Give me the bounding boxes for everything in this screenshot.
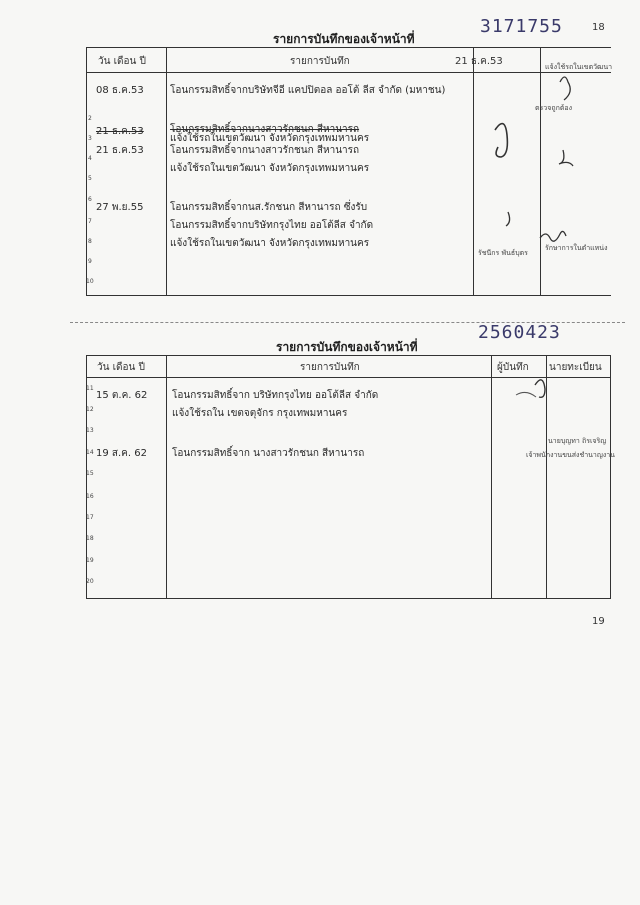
row-number: 15 (86, 470, 94, 477)
table1-entry-header: รายการบันทึก (290, 56, 350, 67)
row-number: 17 (86, 514, 94, 521)
table1-title: รายการบันทึกของเจ้าหน้าที่ (273, 32, 415, 46)
table2-title: รายการบันทึกของเจ้าหน้าที่ (276, 340, 418, 354)
row-number: 14 (86, 449, 94, 456)
table1-row-text: โอนกรรมสิทธิ์จากบริษัทจีอี แคปปิตอล ออโต้ ลีส จำกัด (มหาชน) (170, 85, 446, 96)
table2-row-date: 19 ส.ค. 62 (96, 448, 147, 459)
row-number: 12 (86, 406, 94, 413)
table1-row-text: แจ้งใช้รถในเขตวัฒนา จังหวัดกรุงเทพมหานคร (170, 238, 370, 249)
row-number: 4 (88, 155, 92, 162)
registrar-name: นายบุญทา ถิรเจริญ (548, 437, 607, 445)
row-number: 9 (88, 258, 92, 265)
table1-row-date: 08 ธ.ค.53 (96, 85, 144, 96)
row-number: 6 (88, 196, 92, 203)
row-number: 2 (88, 115, 92, 122)
table2-serial-number: 2560423 (478, 322, 561, 343)
officer-note: รักษาการในตำแหน่ง (545, 244, 608, 252)
table1-row-text: โอนกรรมสิทธิ์จากนส.รักชนก สีหานารถ ซึ่งรับ (170, 202, 368, 213)
table2-row-text: แจ้งใช้รถใน เขตจตุจักร กรุงเทพมหานคร (172, 408, 348, 419)
row-number: 11 (86, 385, 94, 392)
table2-registrar-header: นายทะเบียน (549, 362, 602, 373)
row-number: 10 (86, 278, 94, 285)
table1-row-date: 21 ธ.ค.53 (96, 126, 144, 137)
table2-date-header: วัน เดือน ปี (97, 362, 145, 373)
signature-name: รัชนีกร พันธ์บุตร (478, 249, 528, 257)
table2-row-text: โอนกรรมสิทธิ์จาก นางสาวรักชนก สีหานารถ (172, 448, 365, 459)
table1-serial-number: 3171755 (480, 16, 563, 37)
table2-recorder-header: ผู้บันทึก (497, 362, 529, 373)
row-number: 18 (86, 535, 94, 542)
row-number: 7 (88, 218, 92, 225)
table2-entry-header: รายการบันทึก (300, 362, 360, 373)
row-number: 5 (88, 175, 92, 182)
officer-note: แจ้งใช้รถในเขตวัฒนา (545, 63, 613, 71)
table2-row-date: 15 ต.ค. 62 (96, 390, 148, 401)
table1-row-date: 21 ธ.ค.53 (96, 145, 144, 156)
row-number: 20 (86, 578, 94, 585)
table2-row-text: โอนกรรมสิทธิ์จาก บริษัทกรุงไทย ออโต้ลีส จำกัด (172, 390, 379, 401)
table1-row-text: แจ้งใช้รถในเขตวัฒนา จังหวัดกรุงเทพมหานคร (170, 163, 370, 174)
row-number: 16 (86, 493, 94, 500)
registrar-title: เจ้าพนักงานขนส่งชำนาญงาน (526, 451, 615, 459)
table1-row-text: โอนกรรมสิทธิ์จากนางสาวรักชนก สีหานารถ (170, 145, 360, 156)
top-page-number: 18 (592, 22, 605, 33)
table1-row-text: โอนกรรมสิทธิ์จากนางสาวรักชนก สีหานารถ (170, 124, 360, 135)
row-number: 3 (88, 135, 92, 142)
table1-row-date: 27 พ.ย.55 (96, 202, 144, 213)
row-number: 8 (88, 238, 92, 245)
row-number: 13 (86, 427, 94, 434)
table1-extra-header: 21 ธ.ค.53 (455, 56, 503, 67)
officer-note: ตรวจถูกต้อง (535, 104, 572, 112)
table1-row-text: โอนกรรมสิทธิ์จากบริษัทกรุงไทย ออโต้ลีส จำกัด (170, 220, 374, 231)
bottom-page-number: 19 (592, 616, 605, 627)
table1-row-text: แจ้งใช้รถในเขตวัฒนา จังหวัดกรุงเทพมหานคร (170, 133, 370, 144)
row-number: 19 (86, 557, 94, 564)
table1-date-header: วัน เดือน ปี (98, 56, 146, 67)
